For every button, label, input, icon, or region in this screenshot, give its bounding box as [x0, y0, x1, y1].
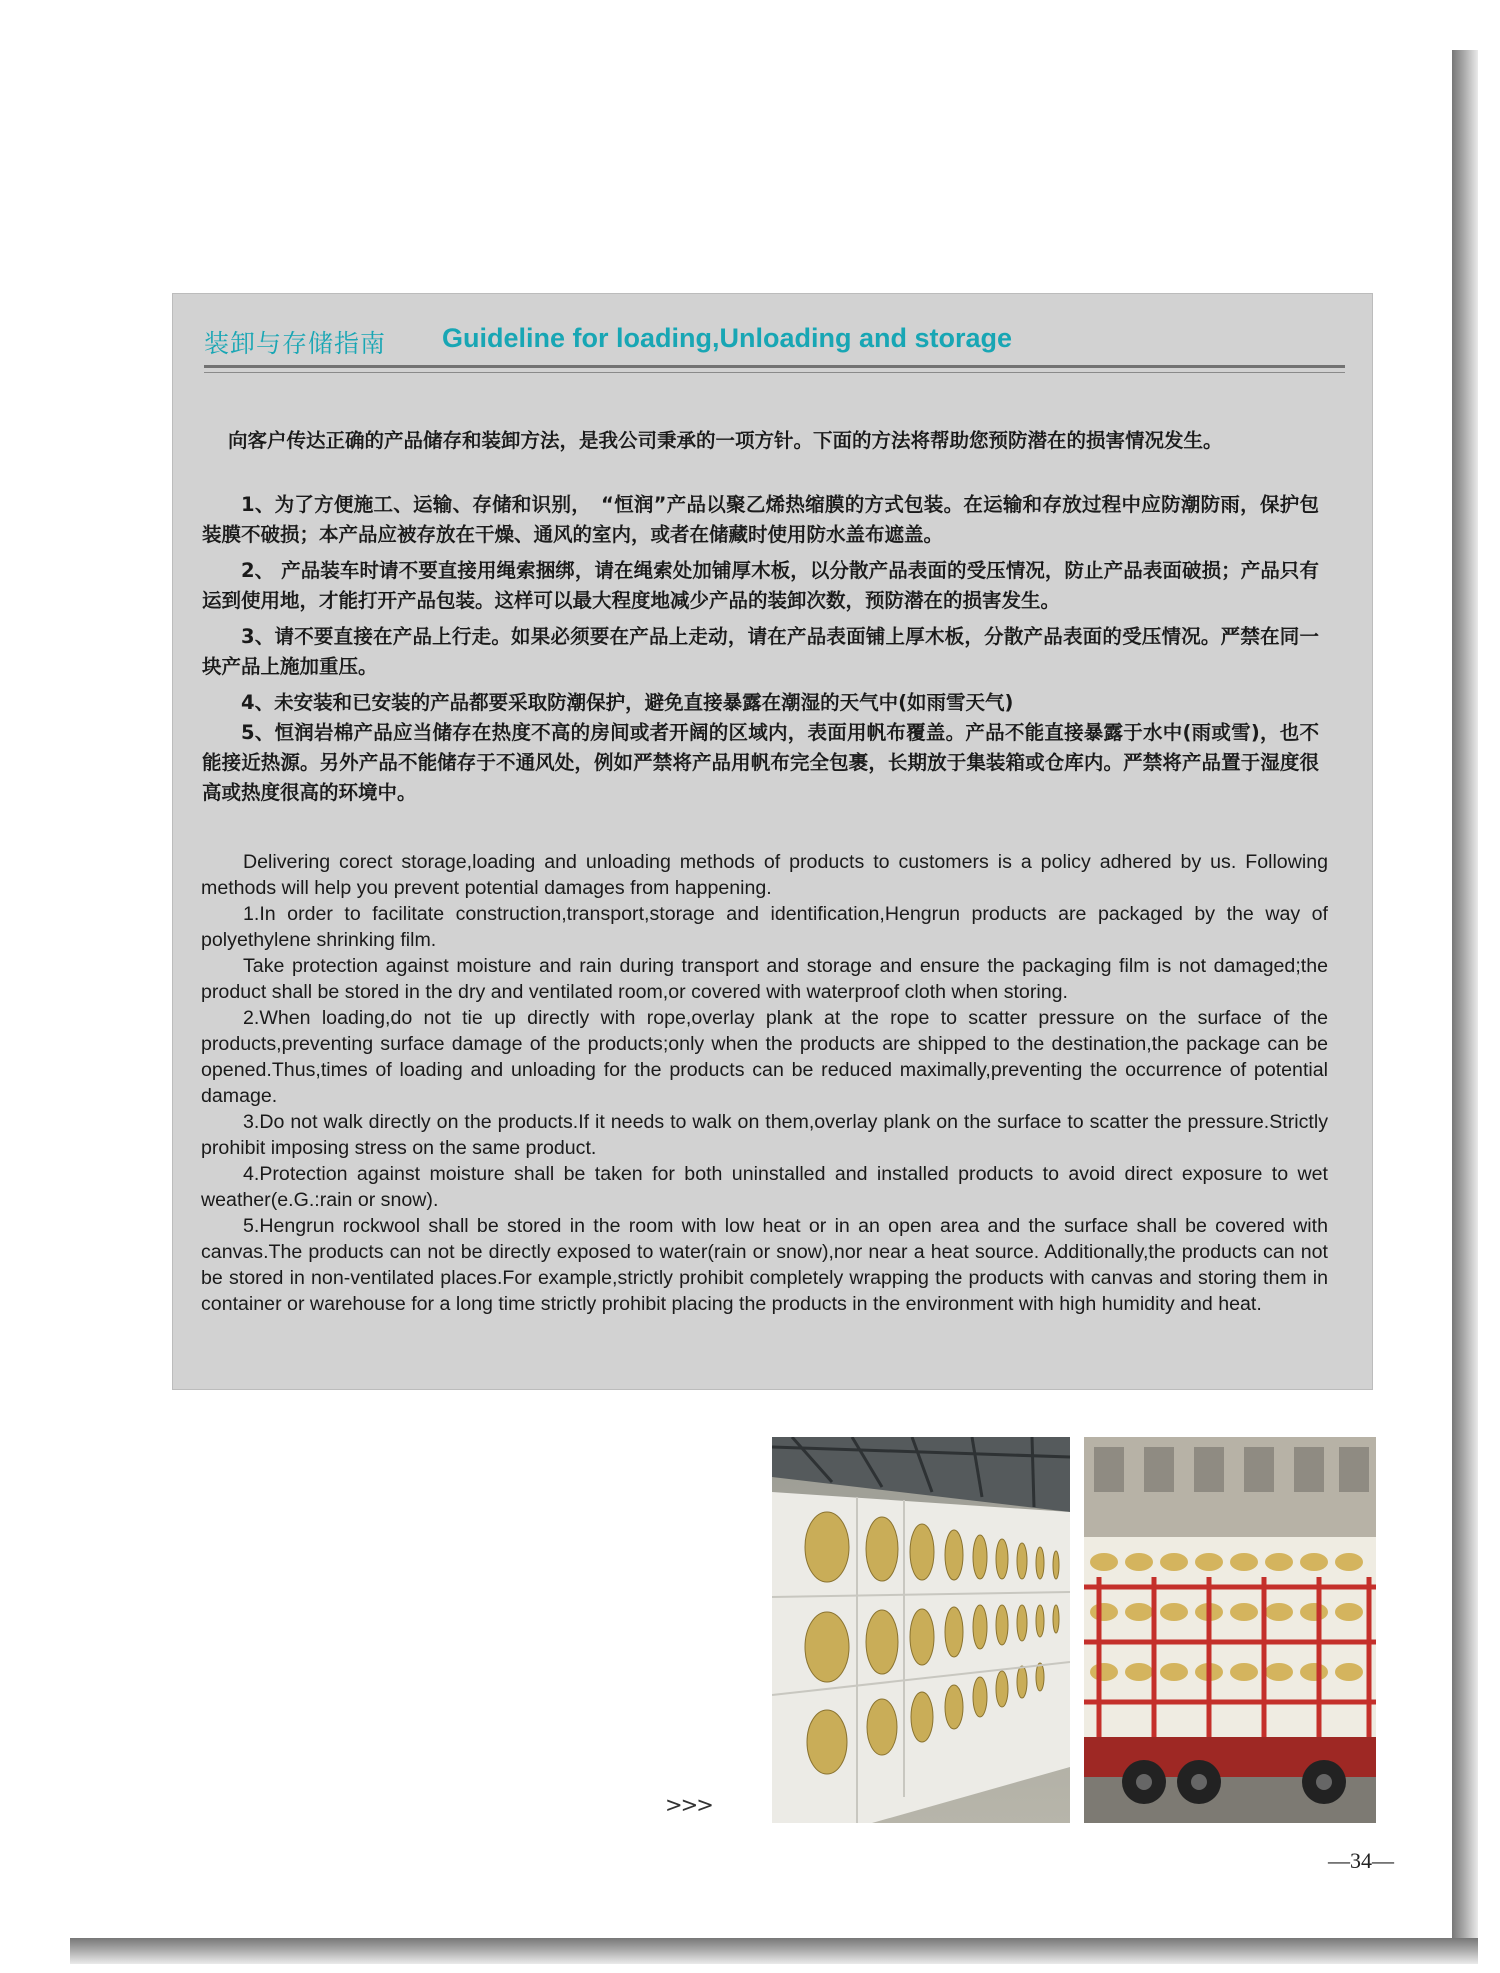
cn-item-3: 3、请不要直接在产品上行走。如果必须要在产品上走动，请在产品表面铺上厚木板，分散产品表面的受压情况。严禁在同一块产品上施加重压。 [202, 625, 1319, 678]
cn-item-5: 5、恒润岩棉产品应当储存在热度不高的房间或者开阔的区域内，表面用帆布覆盖。产品不能直接暴露于水中(雨或雪)，也不能接近热源。另外产品不能储存于不通风处，例如严禁将产品用帆布完全包裹，长期放于集装箱或仓库内。严禁将产品置于湿度很高或热度很高的环境中。 [202, 721, 1319, 804]
page-number: —34— [1328, 1848, 1394, 1873]
en-item-4: 4.Protection against moisture shall be taken for both uninstalled and installed products to avoid direct exposure to wet weather(e.G.:rain or snow). [201, 1163, 1328, 1211]
en-item-1-detail: Take protection against moisture and rain during transport and storage and ensure the packaging film is not damaged;the product shall be stored in the dry and ventilated room,or covered with waterproof cloth when storing. [201, 955, 1328, 1003]
en-item-2: 2.When loading,do not tie up directly with rope,overlay plank at the rope to scatter pressure on the surface of the products,preventing surface damage of the products;only when the products are shipped to the destination,the package can be opened.Thus,times of loading and unloading for the products can be reduced maximally,preventing the occurrence of potential damage. [201, 1007, 1328, 1107]
guideline-panel [172, 293, 1373, 1390]
en-item-3: 3.Do not walk directly on the products.If it needs to walk on them,overlay plank on the surface to scatter the pressure.Strictly prohibit imposing stress on the same product. [201, 1111, 1328, 1159]
page-shadow-bottom [70, 1938, 1478, 1964]
page-shadow-right [1452, 50, 1478, 1940]
english-text-block [201, 849, 1328, 1317]
cn-intro-paragraph: 向客户传达正确的产品储存和装卸方法，是我公司秉承的一项方针。下面的方法将帮助您预防潜在的损害情况发生。 [228, 429, 1223, 452]
en-item-1: 1.In order to facilitate construction,transport,storage and identification,Hengrun products are packaged by the way of polyethylene shrinking film. [201, 903, 1328, 951]
warehouse-rockwool-photo [772, 1437, 1070, 1823]
cn-item-2: 2、 产品装车时请不要直接用绳索捆绑，请在绳索处加铺厚木板，以分散产品表面的受压情况，防止产品表面破损；产品只有运到使用地，才能打开产品包装。这样可以最大程度地减少产品的装卸次数，预防潜在的损害发生。 [202, 559, 1319, 612]
page-title-cn: 装卸与存储指南 [204, 329, 387, 358]
chinese-text-block [202, 426, 1319, 814]
title-divider-thin [204, 372, 1345, 373]
next-arrows-icon: >>> [665, 1793, 712, 1817]
cn-item-1: 1、为了方便施工、运输、存储和识别， “恒润”产品以聚乙烯热缩膜的方式包装。在运输和存放过程中应防潮防雨，保护包装膜不破损；本产品应被存放在干燥、通风的室内，或者在储藏时使用防水盖布遮盖。 [202, 493, 1319, 546]
en-item-5: 5.Hengrun rockwool shall be stored in the room with low heat or in an open area and the surface shall be covered with canvas.The products can not be directly exposed to water(rain or snow),nor near a heat source. Additionally,the products can not be stored in non-ventilated places.For example,strictly prohibit completely wrapping the products with canvas and storing them in container or warehouse for a long time strictly prohibit placing the products in the environment with high humidity and heat. [201, 1215, 1328, 1315]
truck-loading-photo [1084, 1437, 1376, 1823]
page-title-en: Guideline for loading,Unloading and storage [442, 323, 1013, 353]
en-intro-paragraph: Delivering corect storage,loading and unloading methods of products to customers is a policy adhered by us. Following methods will help you prevent potential damages from happening. [201, 851, 1328, 899]
cn-item-4: 4、未安装和已安装的产品都要采取防潮保护，避免直接暴露在潮湿的天气中(如雨雪天气) [241, 691, 1014, 714]
title-divider [204, 365, 1345, 368]
